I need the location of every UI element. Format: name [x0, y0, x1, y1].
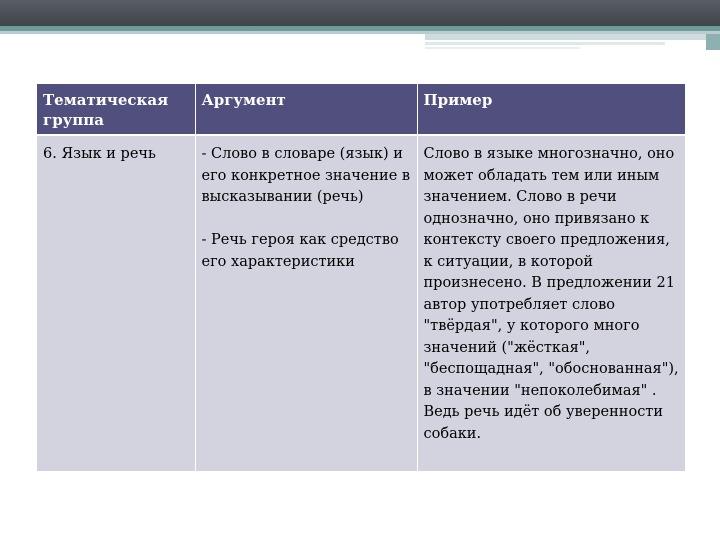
header-stripe: [425, 42, 665, 45]
header-thematic-group: Тематическая группа: [37, 84, 195, 135]
cell-thematic-group: 6. Язык и речь: [37, 135, 195, 471]
slide-header-band: [0, 0, 720, 26]
header-stripe: [425, 47, 580, 49]
table-row: [37, 135, 685, 471]
argument-table: [37, 84, 685, 471]
header-stripe: [706, 34, 720, 50]
header-argument: Аргумент: [195, 84, 417, 135]
cell-example: Слово в языке многозначно, оно может обладать тем или иным значением. Слово в речи однозначно, оно привязано к контексту своего предложения, к ситуации, в которой произнесено. В предложении 21 автор употребляет слово "твёрдая", у которого много значений ("жёсткая", "беспощадная", "обоснованная"), в значении "непоколебимая" . Ведь речь идёт об уверенности собаки.: [417, 135, 685, 471]
header-example: Пример: [417, 84, 685, 135]
table-header-row: [37, 84, 685, 135]
cell-argument: - Слово в словаре (язык) и его конкретное значение в высказывании (речь) - Речь героя как средство его характеристики: [195, 135, 417, 471]
header-stripe: [425, 34, 720, 40]
